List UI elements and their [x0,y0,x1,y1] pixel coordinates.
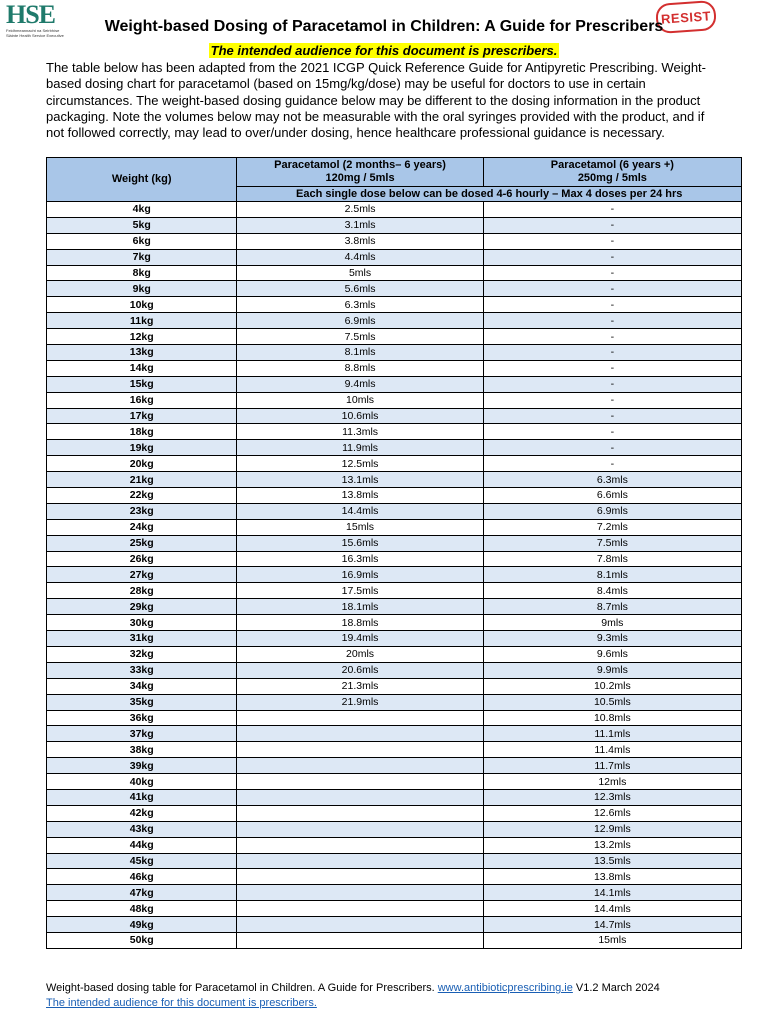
cell-weight: 44kg [47,837,237,853]
cell-weight: 10kg [47,297,237,313]
cell-dose-250mg: 14.1mls [483,885,741,901]
cell-weight: 45kg [47,853,237,869]
hse-logo-subtext: Feidhmeannacht na Seirbhíse Sláinte Health Service Executive [6,28,64,38]
cell-dose-250mg: 12.6mls [483,805,741,821]
cell-dose-120mg: 10.6mls [237,408,483,424]
cell-dose-120mg: 10mls [237,392,483,408]
cell-dose-120mg: 19.4mls [237,631,483,647]
table-row [47,488,742,504]
cell-dose-120mg: 5.6mls [237,281,483,297]
cell-dose-250mg: 9.6mls [483,646,741,662]
cell-dose-250mg: 12.3mls [483,789,741,805]
cell-dose-120mg [237,837,483,853]
table-row [47,392,742,408]
cell-dose-120mg: 21.9mls [237,694,483,710]
cell-weight: 30kg [47,615,237,631]
header-col2-line1: Paracetamol (6 years +) [550,159,674,171]
cell-dose-250mg: - [483,408,741,424]
cell-dose-120mg: 2.5mls [237,202,483,218]
cell-dose-250mg: - [483,297,741,313]
table-row [47,551,742,567]
cell-dose-120mg [237,742,483,758]
cell-dose-250mg: - [483,202,741,218]
cell-dose-120mg [237,774,483,790]
cell-dose-120mg: 16.9mls [237,567,483,583]
resist-logo: RESIST [655,0,717,34]
cell-weight: 6kg [47,233,237,249]
table-row [47,662,742,678]
cell-dose-250mg: - [483,440,741,456]
cell-dose-120mg [237,789,483,805]
cell-dose-250mg: 9.3mls [483,631,741,647]
table-row [47,932,742,948]
table-row [47,805,742,821]
cell-dose-120mg: 6.9mls [237,313,483,329]
table-row [47,472,742,488]
cell-weight: 26kg [47,551,237,567]
cell-weight: 22kg [47,488,237,504]
table-row [47,329,742,345]
audience-text: The intended audience for this document is prescribers. [210,43,558,58]
table-row [47,202,742,218]
cell-weight: 16kg [47,392,237,408]
cell-weight: 40kg [47,774,237,790]
table-row [47,710,742,726]
cell-dose-120mg: 20mls [237,646,483,662]
cell-dose-120mg: 11.9mls [237,440,483,456]
cell-dose-250mg: 8.4mls [483,583,741,599]
cell-dose-120mg [237,901,483,917]
cell-dose-250mg: - [483,217,741,233]
table-row [47,376,742,392]
table-row [47,694,742,710]
cell-dose-250mg: - [483,456,741,472]
table-row [47,583,742,599]
cell-dose-120mg: 14.4mls [237,503,483,519]
header-dosing-frequency: Each single dose below can be dosed 4-6 hourly – Max 4 doses per 24 hrs [237,187,742,202]
cell-dose-120mg: 21.3mls [237,678,483,694]
cell-weight: 7kg [47,249,237,265]
hse-logo-mark: HSE [6,0,56,29]
intro-paragraph: The table below has been adapted from the 2021 ICGP Quick Reference Guide for Antipyretic Prescribing. Weight- based dosing chart for paracetamol (based on 15mg/kg/dose) may be useful for doctors to use in certain circumstances. The weight-based dosing guidance below may be different to the dosing information in the product packaging. Note the volumes below may not be measurable with the oral syringes provided with the product, and if not followed correctly, may lead to over/under dosing, hence healthcare professional guidance is necessary. [46,60,706,141]
cell-dose-250mg: - [483,329,741,345]
cell-weight: 49kg [47,917,237,933]
cell-dose-120mg: 8.1mls [237,345,483,361]
cell-weight: 4kg [47,202,237,218]
cell-weight: 33kg [47,662,237,678]
table-row [47,360,742,376]
cell-dose-120mg: 20.6mls [237,662,483,678]
cell-weight: 36kg [47,710,237,726]
cell-weight: 35kg [47,694,237,710]
table-row [47,742,742,758]
cell-weight: 48kg [47,901,237,917]
cell-dose-120mg: 3.1mls [237,217,483,233]
cell-dose-120mg: 13.1mls [237,472,483,488]
cell-weight: 25kg [47,535,237,551]
cell-dose-250mg: 6.9mls [483,503,741,519]
cell-dose-120mg: 15.6mls [237,535,483,551]
cell-dose-120mg [237,805,483,821]
cell-weight: 43kg [47,821,237,837]
page-title: Weight-based Dosing of Paracetamol in Children: A Guide for Prescribers [104,18,664,35]
dosing-table [46,157,742,949]
cell-dose-120mg: 12.5mls [237,456,483,472]
cell-dose-250mg: 13.5mls [483,853,741,869]
table-row [47,758,742,774]
cell-dose-250mg: - [483,265,741,281]
cell-dose-120mg: 7.5mls [237,329,483,345]
cell-dose-120mg: 9.4mls [237,376,483,392]
cell-dose-250mg: 13.8mls [483,869,741,885]
cell-weight: 20kg [47,456,237,472]
table-row [47,456,742,472]
cell-weight: 5kg [47,217,237,233]
cell-dose-250mg: 10.8mls [483,710,741,726]
header-col1-line1: Paracetamol (2 months– 6 years) [274,159,446,171]
table-row [47,901,742,917]
cell-dose-250mg: 11.4mls [483,742,741,758]
table-row [47,789,742,805]
cell-weight: 11kg [47,313,237,329]
cell-weight: 12kg [47,329,237,345]
table-row [47,599,742,615]
table-row [47,281,742,297]
table-row [47,408,742,424]
cell-weight: 9kg [47,281,237,297]
cell-weight: 32kg [47,646,237,662]
audience-banner [0,42,768,60]
cell-dose-250mg: 7.8mls [483,551,741,567]
table-row [47,233,742,249]
table-row [47,885,742,901]
table-row [47,249,742,265]
cell-weight: 46kg [47,869,237,885]
table-row [47,615,742,631]
cell-dose-250mg: 9.9mls [483,662,741,678]
cell-weight: 41kg [47,789,237,805]
cell-dose-120mg: 13.8mls [237,488,483,504]
table-row [47,519,742,535]
header-paracetamol-250 [483,158,741,187]
cell-dose-120mg: 18.8mls [237,615,483,631]
cell-dose-120mg [237,710,483,726]
cell-weight: 8kg [47,265,237,281]
cell-dose-120mg: 17.5mls [237,583,483,599]
cell-dose-120mg: 4.4mls [237,249,483,265]
table-row [47,567,742,583]
cell-weight: 23kg [47,503,237,519]
header-paracetamol-120 [237,158,483,187]
table-row [47,297,742,313]
footer-text: Weight-based dosing table for Paracetamol in Children. A Guide for Prescribers. [46,982,435,994]
cell-dose-250mg: 10.5mls [483,694,741,710]
cell-dose-120mg [237,917,483,933]
cell-weight: 47kg [47,885,237,901]
cell-dose-250mg: - [483,424,741,440]
footer-line-1 [46,981,736,996]
cell-weight: 19kg [47,440,237,456]
cell-dose-120mg: 11.3mls [237,424,483,440]
cell-dose-250mg: 11.7mls [483,758,741,774]
cell-dose-120mg: 8.8mls [237,360,483,376]
cell-dose-250mg: 10.2mls [483,678,741,694]
cell-dose-250mg: 8.1mls [483,567,741,583]
header-weight: Weight (kg) [47,158,237,202]
cell-dose-250mg: 7.2mls [483,519,741,535]
table-row [47,265,742,281]
cell-dose-120mg: 15mls [237,519,483,535]
table-body [47,202,742,949]
table-row [47,646,742,662]
cell-weight: 24kg [47,519,237,535]
footer-website-link[interactable]: www.antibioticprescribing.ie [437,982,573,994]
cell-dose-250mg: 7.5mls [483,535,741,551]
cell-weight: 34kg [47,678,237,694]
cell-dose-250mg: 14.7mls [483,917,741,933]
cell-dose-250mg: 13.2mls [483,837,741,853]
cell-weight: 28kg [47,583,237,599]
cell-dose-250mg: - [483,249,741,265]
cell-dose-250mg: 15mls [483,932,741,948]
table-row [47,853,742,869]
cell-dose-250mg: - [483,233,741,249]
cell-dose-120mg [237,932,483,948]
cell-dose-250mg: - [483,376,741,392]
cell-dose-120mg [237,821,483,837]
table-row [47,837,742,853]
cell-dose-120mg: 3.8mls [237,233,483,249]
cell-weight: 18kg [47,424,237,440]
cell-weight: 31kg [47,631,237,647]
cell-dose-250mg: 6.3mls [483,472,741,488]
header-col1-line2: 120mg / 5mls [325,172,395,184]
table-row [47,313,742,329]
cell-weight: 15kg [47,376,237,392]
footer [46,981,736,1011]
cell-dose-120mg [237,869,483,885]
cell-dose-250mg: 12mls [483,774,741,790]
cell-dose-250mg: - [483,281,741,297]
cell-dose-250mg: 14.4mls [483,901,741,917]
table-row [47,535,742,551]
table-row [47,726,742,742]
cell-dose-120mg: 5mls [237,265,483,281]
cell-weight: 50kg [47,932,237,948]
cell-weight: 27kg [47,567,237,583]
table-row [47,503,742,519]
footer-audience-link[interactable]: The intended audience for this document is prescribers. [46,997,317,1009]
cell-dose-250mg: - [483,313,741,329]
table-row [47,217,742,233]
cell-dose-250mg: 12.9mls [483,821,741,837]
cell-dose-120mg [237,885,483,901]
cell-weight: 29kg [47,599,237,615]
cell-dose-120mg: 18.1mls [237,599,483,615]
cell-weight: 14kg [47,360,237,376]
cell-weight: 38kg [47,742,237,758]
cell-weight: 17kg [47,408,237,424]
cell-dose-120mg: 16.3mls [237,551,483,567]
cell-dose-250mg: 6.6mls [483,488,741,504]
table-row [47,869,742,885]
cell-weight: 13kg [47,345,237,361]
cell-dose-250mg: - [483,392,741,408]
table-row [47,821,742,837]
table-row [47,424,742,440]
cell-dose-250mg: - [483,345,741,361]
cell-dose-250mg: 8.7mls [483,599,741,615]
header-col2-line2: 250mg / 5mls [577,172,647,184]
cell-dose-250mg: 11.1mls [483,726,741,742]
cell-dose-120mg [237,758,483,774]
cell-dose-250mg: 9mls [483,615,741,631]
cell-dose-250mg: - [483,360,741,376]
table-row [47,631,742,647]
cell-weight: 21kg [47,472,237,488]
table-row [47,774,742,790]
cell-dose-120mg [237,853,483,869]
footer-version: V1.2 March 2024 [575,982,660,994]
table-row [47,440,742,456]
table-row [47,678,742,694]
cell-dose-120mg [237,726,483,742]
table-row [47,917,742,933]
table-row [47,345,742,361]
cell-weight: 37kg [47,726,237,742]
cell-dose-120mg: 6.3mls [237,297,483,313]
cell-weight: 42kg [47,805,237,821]
cell-weight: 39kg [47,758,237,774]
